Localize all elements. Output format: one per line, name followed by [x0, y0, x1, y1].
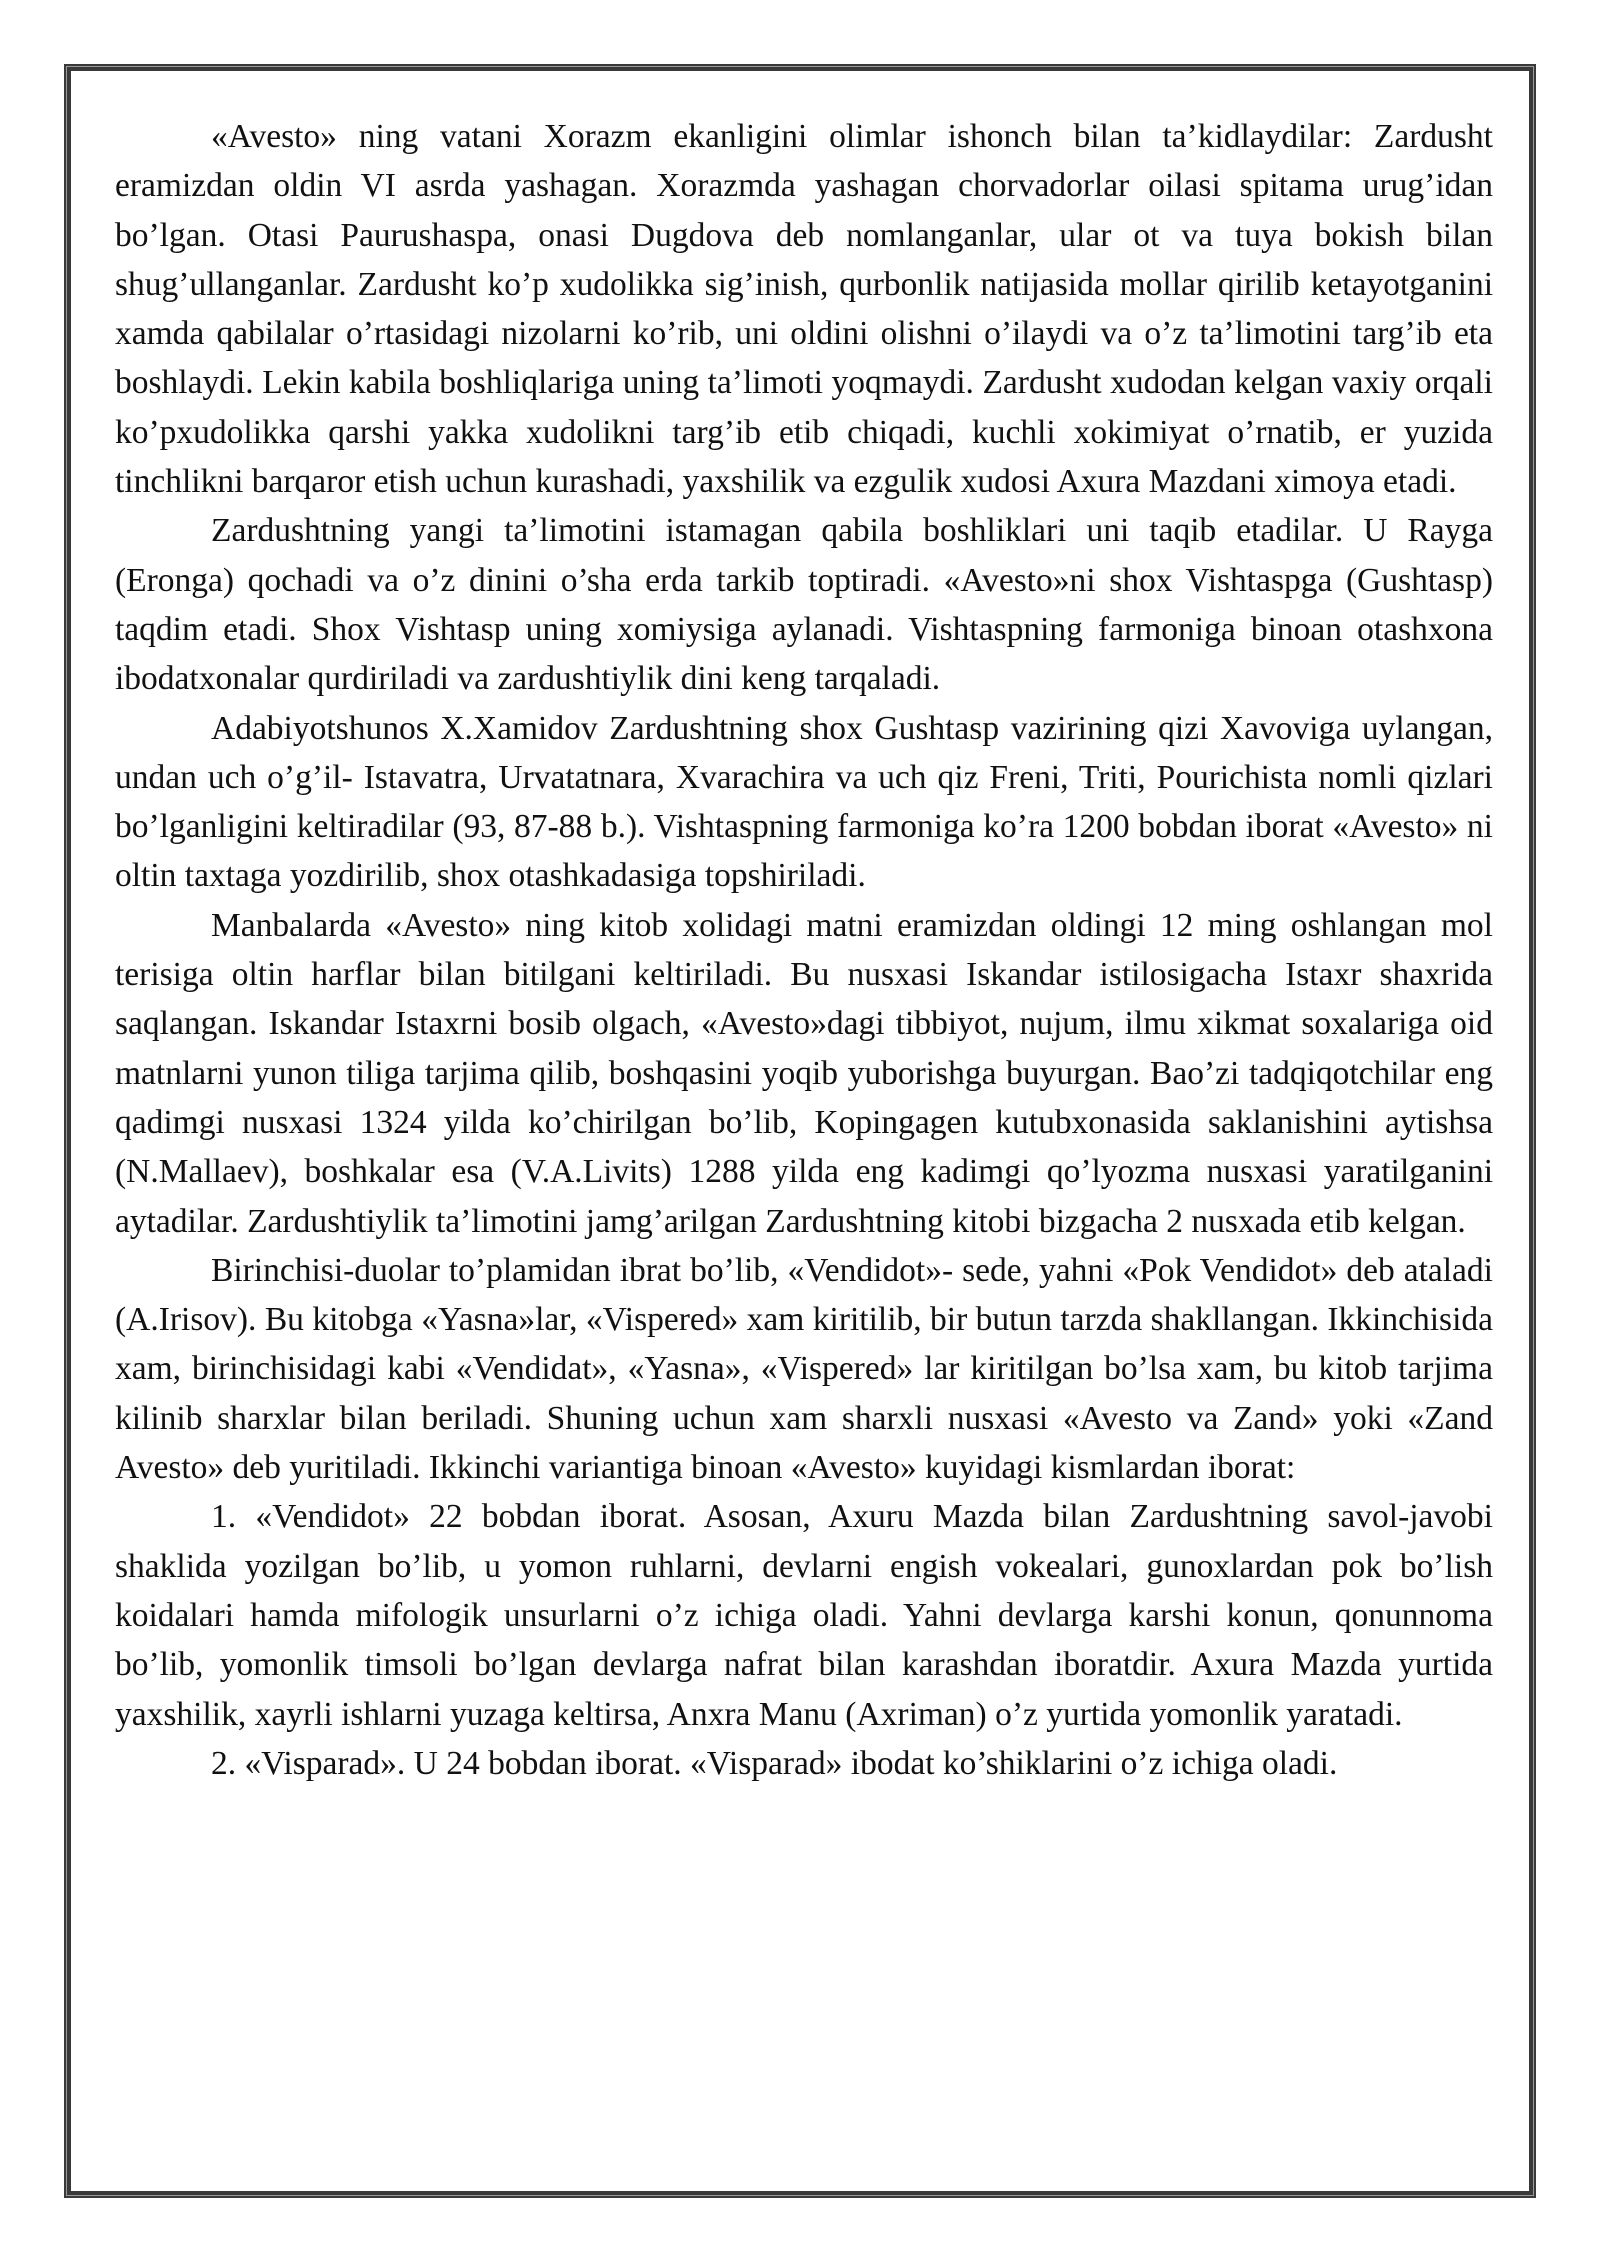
- paragraph-visparad: 2. «Visparad». U 24 bobdan iborat. «Visparad» ibodat ko’shiklarini o’z ichiga oladi.: [211, 1744, 1338, 1782]
- paragraph-zardusht-flight: Zardushtning yangi ta’limotini istamagan qabila boshliklari uni taqib etadilar. U Rayga (Eronga) qochadi va o’z dinini o’sha erda tarkib toptiradi. «Avesto»ni shox Vishtaspga (Gushtasp) taqdim etadi. Shox Vishtasp uning xomiysiga aylanadi. Vishtaspning farmoniga binoan otashxona ibodatxonalar qurdiriladi va zardushtiylik dini keng tarqaladi.: [115, 512, 1493, 698]
- document-body: [115, 112, 1493, 1788]
- paragraph-avesto-manuscripts: Manbalarda «Avesto» ning kitob xolidagi matni eramizdan oldingi 12 ming oshlangan mol terisiga oltin harflar bilan bitilgani keltiriladi. Bu nusxasi Iskandar istilosigacha Istaxr shaxrida saqlangan. Iskandar Istaxrni bosib olgach, «Avesto»dagi tibbiyot, nujum, ilmu xikmat soxalariga oid matnlarni yunon tiliga tarjima qilib, boshqasini yoqib yuborishga buyurgan. Bao’zi tadqiqotchilar eng qadimgi nusxasi 1324 yilda ko’chirilgan bo’lib, Kopingagen kutubxonasida saklanishini aytishsa (N.Mallaev), boshkalar esa (V.A.Livits) 1288 yilda eng kadimgi qo’lyozma nusxasi yaratilganini aytadilar. Zardushtiylik ta’limotini jamg’arilgan Zardushtning kitobi bizgacha 2 nusxada etib kelgan.: [115, 906, 1493, 1240]
- paragraph-avesto-versions: Birinchisi-duolar to’plamidan ibrat bo’lib, «Vendidot»- sede, yahni «Pok Vendidot» deb ataladi (A.Irisov). Bu kitobga «Yasna»lar, «Vispered» xam kiritilib, bir butun tarzda shakllangan. Ikkinchisida xam, birinchisidagi kabi «Vendidat», «Yasna», «Vispered» lar kiritilgan bo’lsa xam, bu kitob tarjima kilinib sharxlar bilan beriladi. Shuning uchun xam sharxli nusxasi «Avesto va Zand» yoki «Zand Avesto» deb yuritiladi. Ikkinchi variantiga binoan «Avesto» kuyidagi kismlardan iborat:: [115, 1251, 1493, 1487]
- paragraph-avesto-homeland: «Avesto» ning vatani Xorazm ekanligini olimlar ishonch bilan ta’kidlaydilar: Zardusht eramizdan oldin VI asrda yashagan. Xorazmda yashagan chorvadorlar oilasi spitama urug’idan bo’lgan. Otasi Paurushaspa, onasi Dugdova deb nomlanganlar, ular ot va tuya bokish bilan shug’ullanganlar. Zardusht ko’p xudolikka sig’inish, qurbonlik natijasida mollar qirilib ketayotganini xamda qabilalar o’rtasidagi nizolarni ko’rib, uni oldini olishni o’ilaydi va o’z ta’limotini targ’ib eta boshlaydi. Lekin kabila boshliqlariga uning ta’limoti yoqmaydi. Zardusht xudodan kelgan vaxiy orqali ko’pxudolikka qarshi yakka xudolikni targ’ib etib chiqadi, kuchli xokimiyat o’rnatib, er yuzida tinchlikni barqaror etish uchun kurashadi, yaxshilik va ezgulik xudosi Axura Mazdani ximoya etadi.: [115, 118, 1493, 501]
- paragraph-zardusht-family: Adabiyotshunos X.Xamidov Zardushtning shox Gushtasp vazirining qizi Xavoviga uylangan, undan uch o’g’il- Istavatra, Urvatatnara, Xvarachira va uch qiz Freni, Triti, Pourichista nomli qizlari bo’lganligini keltiradilar (93, 87-88 b.). Vishtaspning farmoniga ko’ra 1200 bobdan iborat «Avesto» ni oltin taxtaga yozdirilib, shox otashkadasiga topshiriladi.: [115, 709, 1493, 895]
- paragraph-vendidot: 1. «Vendidot» 22 bobdan iborat. Asosan, Axuru Mazda bilan Zardushtning savol-javobi shaklida yozilgan bo’lib, u yomon ruhlarni, devlarni engish vokealari, gunoxlardan pok bo’lish koidalari hamda mifologik unsurlarni o’z ichiga oladi. Yahni devlarga karshi konun, qonunnoma bo’lib, yomonlik timsoli bo’lgan devlarga nafrat bilan karashdan iboratdir. Axura Mazda yurtida yaxshilik, xayrli ishlarni yuzaga keltirsa, Anxra Manu (Axriman) o’z yurtida yomonlik yaratadi.: [115, 1498, 1493, 1733]
